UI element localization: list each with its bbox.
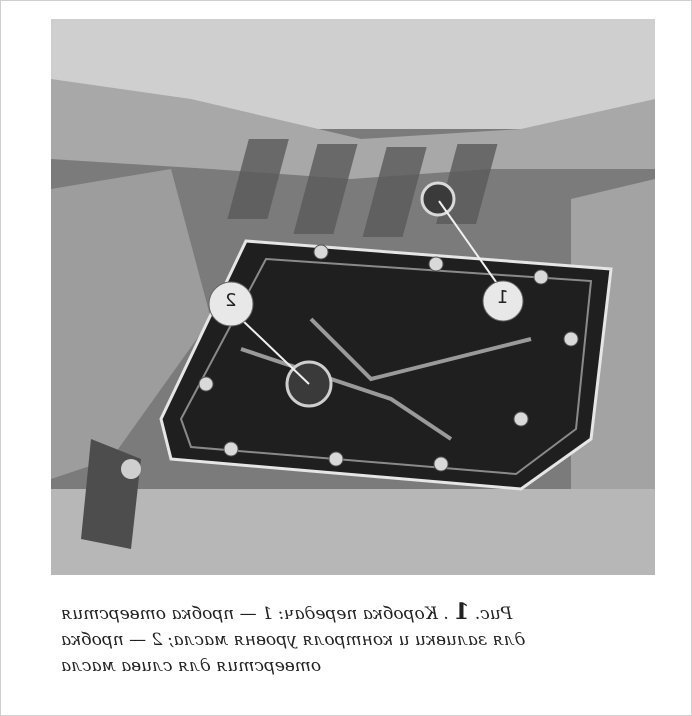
callout-1-label: 1 (497, 287, 509, 308)
callout-2-label: 2 (225, 290, 237, 311)
caption-line-1 (61, 599, 659, 627)
caption-label: Рис. (474, 604, 513, 624)
filler-plug (422, 183, 454, 215)
caption-number: 1 (454, 599, 470, 625)
caption-line1-text: . Коробка передач: 1 — пробка отверстия (61, 604, 449, 624)
gearbox-illustration (51, 19, 655, 575)
caption-line-2: для заливки и контроля уровня масла; 2 — пробка (61, 630, 526, 650)
gearbox-photo (51, 19, 655, 575)
caption-line-3: отверстия для слива масла (61, 656, 322, 676)
figure-caption (61, 599, 659, 679)
